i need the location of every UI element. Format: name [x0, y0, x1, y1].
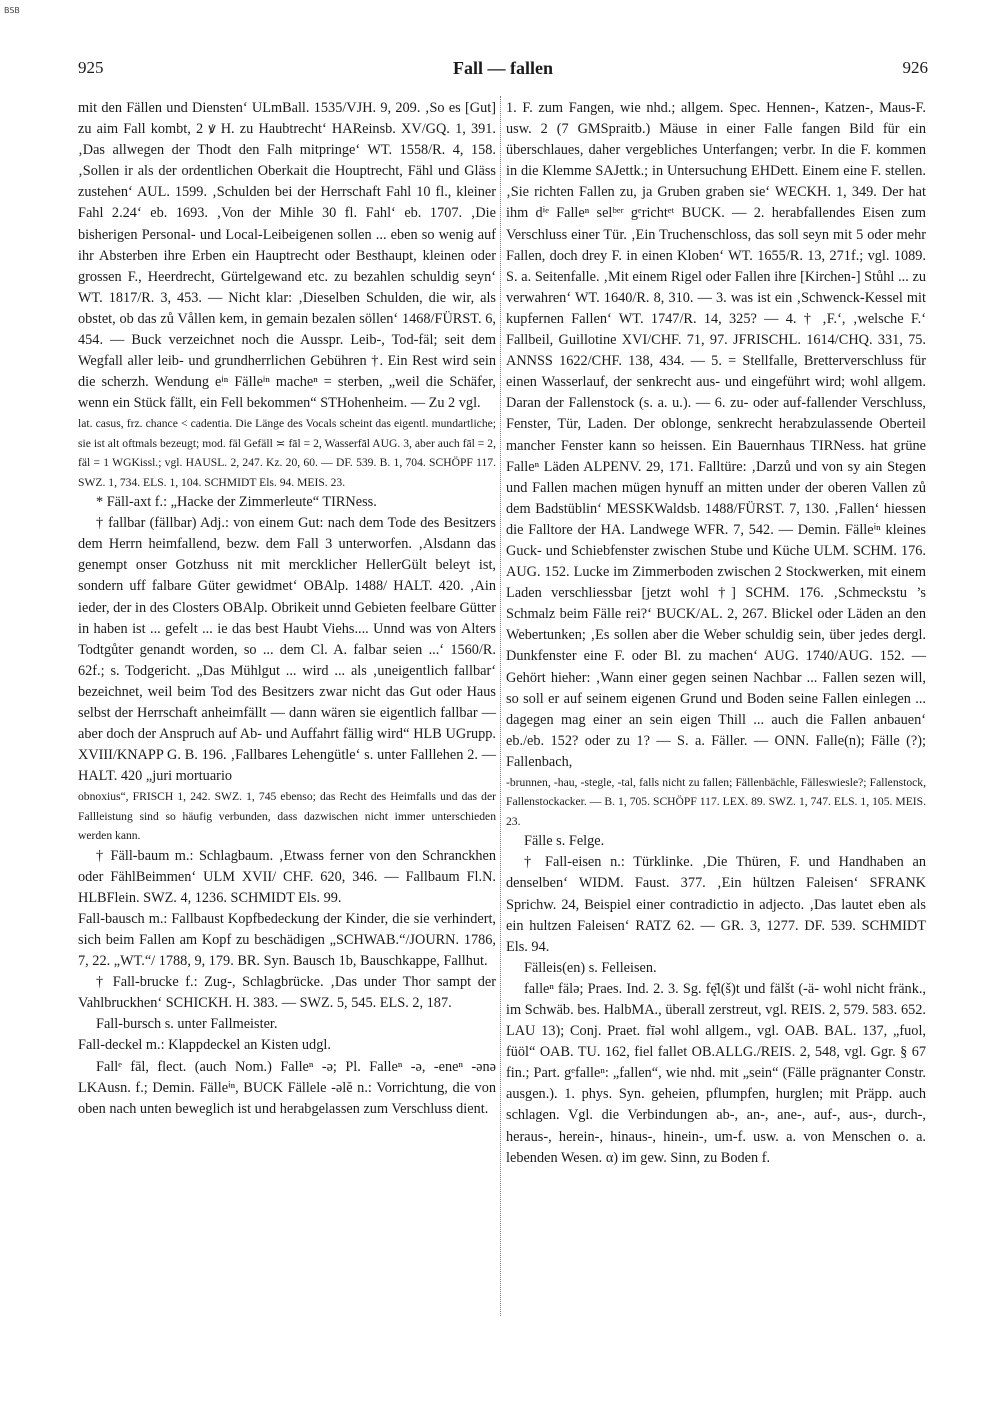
library-watermark: BSB: [4, 6, 20, 15]
dictionary-paragraph: -brunnen, -hau, -stegle, -tal, falls nicht zu fallen; Fällenbächle, Fälleswiesle?; Fallenstock, Fallenstockacker. — B. 1, 705. SCHÖPF 117. LEX. 89. SWZ. 1, 747. ELS. 1, 105. MEIS. 23.: [506, 776, 926, 828]
dictionary-paragraph: † Fall-brucke f.: Zug-, Schlagbrücke. ‚Das under Thor sampt der Vahlbruckhen‘ SCHICKH. H. 383. — SWZ. 5, 545. ELS. 2, 187.: [78, 974, 496, 1012]
dictionary-paragraph: 1. F. zum Fangen, wie nhd.; allgem. Spec. Hennen-, Katzen-, Maus-F. usw. 2 (7 GMSpraitb.) Mäuse in einer Falle fangen Bild für ein überschlaues, daher vergebliches Unterfangen; verbr. In die F. kommen in die Klemme SAJettk.; in Untersuchung EHDett. Einem eine F. stellen. ‚Sie richten Fallen zu, ja Gruben graben sie‘ WECKH. 1, 349. Der hat ihm dⁱᵉ Falleⁿ selᵇᵉʳ gᵉrichtᵉᵗ BUCK. — 2. herabfallendes Eisen zum Verschluss einer Tür. ‚Ein Truchenschloss, das soll seyn mit 5 oder mehr Fallen, doch drey F. in einen Kloben‘ WT. 1655/R. 13, 271f.; vgl. 1089. S. a. Seitenfalle. ‚Mit einem Rigel oder Fallen ihre [Kirchen-] Stůhl ... zu verwahren‘ WT. 1640/R. 8, 310. — 3. was ist ein ‚Schwenck-Kessel mit kupfernen Fallen‘ WT. 1747/R. 14, 325? — 4. † ‚F.‘, ‚welsche F.‘ Fallbeil, Guillotine XVI/CHF. 71, 97. JFRISCHL. 1614/CHQ. 331, 75. ANNSS 1622/CHF. 138, 434. — 5. = Stellfalle, Bretterverschluss für einen Wasserlauf, der senkrecht aus- und eingeführt wird; wohl allgem. Daran der Fallenstock (s. a. u.). — 6. zu- oder auf-fallender Verschluss, Fenster, Tür, Laden. Der oblonge, senkrecht herabzulassende Oberteil mancher Fenster kann so heissen. Ein Bauernhaus TIRNess. hat grüne Falleⁿ Läden ALPENV. 29, 171. Falltüre: ‚Darzů und von sy ain Stegen und Fallen machen mügen hynuff an mitten under der oberen Vallen zů dem Badstüblin‘ MESSKWaldsb. 1488/FÜRST. 7, 130. ‚Fallen‘ hiessen die Falltore der HA. Landwege WFR. 7, 542. — Demin. Fälleⁱⁿ kleines Guck- und Schiebfenster zwischen Stube und Küche ULM. SCHM. 176. AUG. 152. Lucke im Zimmerboden zwischen 2 Stockwerken, mit einem Laden verschliessbar [jetzt wohl †] SCHM. 176. ‚Schmeckstu ’s Schmalz beim Fälle rei?‘ BUCK/AL. 2, 267. Blickel oder Läden an den Webertunken; ‚Es sollen aber die Weber schuldig sein, über jedes dergl. Dunkfenster eine F. oder Bl. zu machen‘ AUG. 1740/AUG. 152. — Gehört hieher: ‚Wann einer gegen seinen Nachbar ... Fallen sezen will, so soll er auf seinem eigenen Grund und Boden seine Fallen einlegen ... dagegen mag einer an sein eigen Thill ... auch die Fallen anbauen‘ eb./eb. 152? oder zu 1? — S. a. Fäller. — ONN. Falle(n); Fälle (?); Fallenbach,: [506, 100, 926, 770]
page-header: [78, 58, 928, 84]
dictionary-paragraph: † Fall-eisen n.: Türklinke. ‚Die Thüren, F. und Handhaben an denselben‘ WIDM. Faust. 377. ‚Ein hültzen Faleisen‘ SFRANK Sprichw. 24, Beispiel einer contradictio in adjecto. ‚Das lautet eben als ein hultzen Faleisen‘ RATZ 62. — GR. 3, 1277. DF. 539. SCHMIDT Els. 94.: [506, 854, 926, 955]
dictionary-paragraph: falleⁿ fälə; Praes. Ind. 2. 3. Sg. fę̄l(š)t und fälšt (-ä- wohl nicht fränk., im Schwäb. bes. HalbMA., überall zerstreut, vgl. REIS. 2, 579. 583. 652. LAU 13); Conj. Praet. fīəl wohl allgem., vgl. OAB. BAL. 137, „fuol, füöl“ OAB. TU. 162, fiel fallet OB.ALLG./REIS. 2, 548, vgl. Ggr. § 67 fin.; Part. gᵉfalleⁿ: „fallen“, wie nhd. mit „sein“ (Fälle prägnanter Constr. ausgen.). 1. phys. Syn. geheien, pflumpfen, hurglen; mit Präpp. auch schlagen. Vgl. die Verbindungen ab-, an-, ane-, auf-, aus-, durch-, heraus-, herein-, hinaus-, hinein-, um-f. usw. a. von Menschen o. a. lebenden Wesen. α) im gew. Sinn, zu Boden f.: [506, 980, 926, 1166]
dictionary-paragraph: Fall-bursch s. unter Fallmeister.: [96, 1016, 278, 1033]
right-column: [506, 98, 926, 1169]
page-title: Fall — fallen: [453, 58, 553, 78]
left-column: [78, 98, 496, 1120]
dictionary-paragraph: mit den Fällen und Diensten‘ ULmBall. 1535/VJH. 9, 209. ‚So es [Gut] zu aim Fall kombt, 2 ꝟ H. zu Haubtrecht‘ HAReinsb. XV/GQ. 1, 391. ‚Das allwegen der Thodt den Falh mitpringe‘ WT. 1558/R. 4, 158. ‚Sollen ir als der ordentlichen Oberkait die Houptrecht, Fähl und Gläss zustehen‘ AUL. 1599. ‚Schulden bei der Herrschaft Fahl 10 fl., kleiner Fahl 2.24‘ eb. 1693. ‚Von der Mihle 30 fl. Fahl‘ eb. 1707. ‚Die bisherigen Personal- und Local-Leibeigenen sollen ... eben so wenig auf ihr Absterben ihre Erben ein Hauptrecht oder Besthaupt, kleinen oder grossen F., Heerdrecht, Gürtelgewand etc. zu bezahlen schuldig seyn‘ WT. 1817/R. 3, 453. — Nicht klar: ‚Dieselben Schulden, die wir, als obstet, ob das zů Vållen kem, in gemain bezalen söllen‘ 1468/FÜRST. 6, 454. — Buck verzeichnet noch die Ausspr. Leib-, Tod-fäl; seit dem Wegfall aller leib- und grundherrlichen Gebühren †. Ein Rest wird sein die scherzh. Wendung eⁱⁿ Fälleⁱⁿ macheⁿ = sterben, „weil die Schäfer, wenn ein Stück fällt, ein Fell bekommen“ STHohenheim. — Zu 2 vgl.: [78, 100, 496, 412]
dictionary-paragraph: Fälle s. Felge.: [524, 833, 605, 850]
dictionary-paragraph: † Fäll-baum m.: Schlagbaum. ‚Etwass ferner von den Schranckhen oder FählBeimmen‘ ULM XVII/ CHF. 620, 346. — Fallbaum Fl.N. HLBFlein. SWZ. 4, 1236. SCHMIDT Els. 99.: [78, 847, 496, 906]
dictionary-paragraph: Fall-bausch m.: Fallbaust Kopfbedeckung der Kinder, die sie verhindert, sich beim Fallen am Kopf zu beschädigen „SCHWAB.“/JOURN. 1786, 7, 22. „WT.“/ 1788, 9, 179. BR. Syn. Bausch 1b, Bauschkappe, Fallhut.: [78, 910, 496, 970]
dictionary-paragraph: Fälleis(en) s. Felleisen.: [524, 959, 657, 976]
dictionary-paragraph: obnoxius“, FRISCH 1, 242. SWZ. 1, 745 ebenso; das Recht des Heimfalls und das der Fallleistung sind so häufig verbunden, dass dazwischen nicht immer unterschieden werden kann.: [78, 790, 496, 843]
right-column-number: 926: [902, 58, 928, 77]
dictionary-paragraph: lat. casus, frz. chance < cadentia. Die Länge des Vocals scheint das eigentl. mundartliche; sie ist alt oftmals bezeugt; mod. fäl Gefäll ≍ fāl = 2, Wasserfāl AUG. 3, aber auch fāl = 2, fäl = 1 WGKissl.; vgl. HAUSL. 2, 247. Kz. 20, 60. — DF. 539. B. 1, 704. SCHÖPF 117. SWZ. 1, 734. ELS. 1, 104. SCHMIDT Els. 94. MEIS. 23.: [78, 417, 496, 489]
dictionary-paragraph: * Fäll-axt f.: „Hacke der Zimmerleute“ TIRNess.: [96, 494, 377, 511]
dictionary-paragraph: Fall-deckel m.: Klappdeckel an Kisten udgl.: [78, 1037, 331, 1054]
dictionary-paragraph: Fallᵉ fāl, flect. (auch Nom.) Falleⁿ -ə; Pl. Falleⁿ -ə, -eneⁿ -ənə LKAusn. f.; Demin. Fälleⁱⁿ, BUCK Fällele -əlĕ n.: Vorrichtung, die von oben nach unten beweglich ist und herabgelassen zum Verschluss dient.: [78, 1058, 496, 1117]
column-divider: [500, 96, 501, 1316]
dictionary-paragraph: † fallbar (fällbar) Adj.: von einem Gut: nach dem Tode des Besitzers dem Herrn heimfallend, bezw. dem Fall 3 unterworfen. ‚Alsdann das genempt onser Gotzhuss nit mit mercklicher HellerGült beleyt ist, sondern uff falbare Güter gewidmet‘ OBAlp. 1488/ HALT. 420. ‚Ain ieder, der in des Closters OBAlp. Obrikeit unnd Gebieten feelbare Gütter in haben ist ... gefelt ... ie das best Haubt Viehs.... Unnd was von Alters Todtgůter genandt worden, so ... dem Cl. A. falbar seien ...‘ 1560/R. 62f.; s. Todgericht. „Das Mühlgut ... wird ... als ‚uneigentlich fallbar‘ bezeichnet, weil beim Tod des Besitzers zwar nicht das Gut oder Haus selbst der Herrschaft anheimfällt — dann wären sie eigentlich fallbar — aber doch der Anspruch auf Ab- und Auffahrt fällig wird“ HLB UGrupp. XVIII/KNAPP G. B. 196. ‚Fallbares Lehengütle‘ s. unter Falllehen 2. — HALT. 420 „juri mortuario: [78, 515, 496, 785]
left-column-number: 925: [78, 58, 104, 77]
